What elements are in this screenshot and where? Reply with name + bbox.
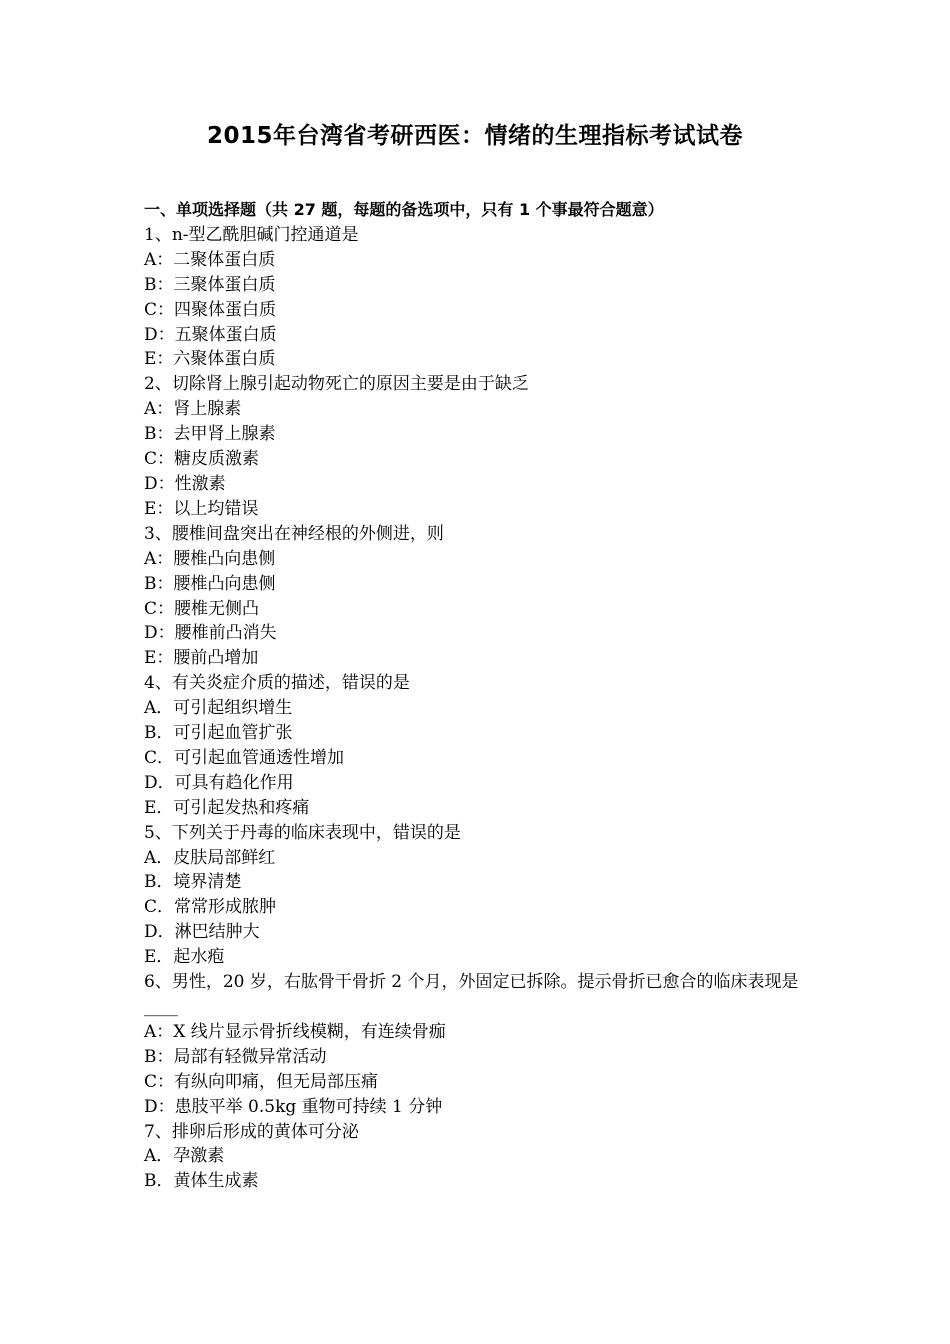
question-4-option-a: A．可引起组织增生	[144, 698, 293, 719]
question-4-option-d: D．可具有趋化作用	[144, 772, 294, 793]
question-6-option-d: D：患肢平举 0.5kg 重物可持续 1 分钟	[144, 1096, 443, 1117]
question-1: 1、n-型乙酰胆碱门控通道是	[144, 224, 359, 245]
question-3: 3、腰椎间盘突出在神经根的外侧进，则	[144, 523, 444, 544]
question-7: 7、排卵后形成的黄体可分泌	[144, 1121, 359, 1142]
question-1-option-d: D：五聚体蛋白质	[144, 324, 277, 345]
question-5-option-c: C．常常形成脓肿	[144, 897, 277, 918]
question-4-option-e: E．可引起发热和疼痛	[144, 797, 310, 818]
question-3-option-e: E：腰前凸增加	[144, 648, 259, 669]
question-2-option-c: C：糖皮质激素	[144, 449, 260, 470]
question-1-option-b: B：三聚体蛋白质	[144, 274, 276, 295]
question-3-option-b: B：腰椎凸向患侧	[144, 573, 276, 594]
question-5-option-e: E．起水疱	[144, 947, 225, 968]
question-1-option-a: A：二聚体蛋白质	[144, 249, 276, 270]
question-1-option-e: E：六聚体蛋白质	[144, 349, 276, 370]
question-4: 4、有关炎症介质的描述，错误的是	[144, 673, 410, 694]
exam-content	[144, 198, 824, 1194]
question-3-option-a: A：腰椎凸向患侧	[144, 548, 276, 569]
question-6-option-a: A：X 线片显示骨折线模糊，有连续骨痂	[144, 1021, 446, 1042]
question-2-option-b: B：去甲肾上腺素	[144, 424, 276, 445]
question-5-option-b: B．境界清楚	[144, 872, 242, 893]
question-4-option-c: C．可引起血管通透性增加	[144, 747, 345, 768]
question-4-option-b: B．可引起血管扩张	[144, 723, 293, 744]
question-3-option-c: C：腰椎无侧凸	[144, 598, 260, 619]
question-5: 5、下列关于丹毒的临床表现中，错误的是	[144, 822, 461, 843]
question-5-option-a: A．皮肤局部鲜红	[144, 847, 276, 868]
question-6: 6、男性，20 岁，右肱骨干骨折 2 个月，外固定已拆除。提示骨折已愈合的临床表现是____	[144, 972, 799, 1017]
question-6-option-c: C：有纵向叩痛，但无局部压痛	[144, 1071, 379, 1092]
question-2-option-a: A：肾上腺素	[144, 399, 242, 420]
question-2: 2、切除肾上腺引起动物死亡的原因主要是由于缺乏	[144, 374, 529, 395]
question-1-option-c: C：四聚体蛋白质	[144, 299, 277, 320]
question-7-option-a: A．孕激素	[144, 1146, 225, 1167]
section-heading: 一、单项选择题（共 27 题，每题的备选项中，只有 1 个事最符合题意）	[144, 200, 664, 219]
question-6-option-b: B：局部有轻微异常活动	[144, 1046, 327, 1067]
question-2-option-e: E：以上均错误	[144, 498, 259, 519]
question-5-option-d: D．淋巴结肿大	[144, 922, 260, 943]
question-7-option-b: B．黄体生成素	[144, 1171, 259, 1192]
page-title: 2015年台湾省考研西医：情绪的生理指标考试试卷	[206, 123, 743, 149]
question-2-option-d: D：性激素	[144, 473, 226, 494]
question-3-option-d: D：腰椎前凸消失	[144, 623, 277, 644]
